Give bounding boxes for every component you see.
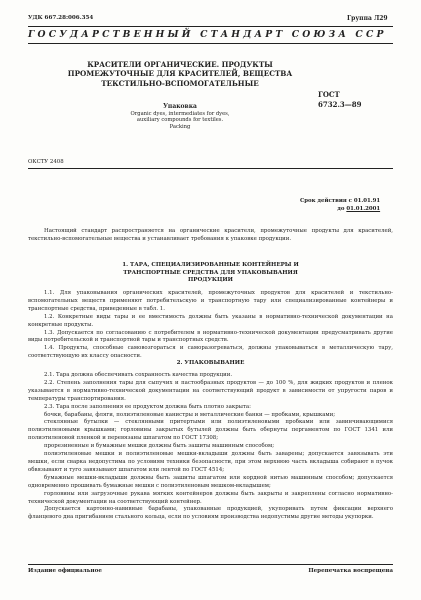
clause-2-3-bottles: стеклянные бутылки — стеклянными притертыми или полиэтиленовыми пробками или завинчивающимися полиэтиленовыми крышками; горловины закрытых бутылей должны быть обернуты пергаментом по ГОСТ 1341 или полиэтиленовой пленкой и перевязаны шпагатом по ГОСТ 17308; [28,419,393,442]
clause-2-3: 2.3. Тара после заполнения ее продуктом должна быть плотно закрыта: [44,403,251,410]
english-title [60,111,300,130]
clause-2-1: 2.1. Тара должна обеспечивать сохранность качества продукции. [44,372,233,378]
title-line-2: ПРОМЕЖУТОЧНЫЕ ДЛЯ КРАСИТЕЛЕЙ, ВЕЩЕСТВА [67,69,293,79]
effective-dates [300,197,380,213]
header-rule [28,43,393,44]
title-line-3: ТЕКСТИЛЬНО-ВСПОМОГАТЕЛЬНЫЕ [101,78,259,88]
section-1-heading-line-3: ПРОДУКЦИИ [188,277,233,284]
official-edition-note: Издание официальное [28,568,102,574]
clause-1-4: 1.4. Продукты, способные самовозгораться и саморазогреваться, должны упаковываться в металлическую тару, соответствующую их классу опасности. [28,345,393,360]
intro-text: Настоящий стандарт распространяется на органические красители, промежуточные продукты для красителей, текстильно-вспомогательные вещества и устанавливает требования к упаковке продукции. [28,228,393,242]
document-subtitle: Упаковка [163,103,197,110]
english-title-line-2: auxiliary compounds for textiles. [136,117,224,124]
english-title-line-3: Packing [169,123,191,130]
section-1-heading-line-1: 1. ТАРА, СПЕЦИАЛИЗИРОВАННЫЕ КОНТЕЙНЕРЫ И [122,262,299,268]
group-code: Группа Л29 [347,15,388,22]
standard-heading: ГОСУДАРСТВЕННЫЙ СТАНДАРТ СОЮЗА ССР [28,29,387,40]
footer-rule [28,564,393,565]
section-1-heading-line-2: ТРАНСПОРТНЫЕ СРЕДСТВА ДЛЯ УПАКОВЫВАНИЯ [123,269,298,276]
effective-from: Срок действия с 01.01.91 [300,198,381,204]
clause-2-3-drums: Допускается картонно-навивные барабаны, упакованные продукцией, укупоривать путем фиксации верхнего фланцевого дна пригибанием стального кольца, если по условиям производства недопустимы другие методы укупорки. [28,506,393,521]
clause-2-3-paper-bags: бумажные мешки-вкладыши должны быть зашиты шпагатом или кордной нитью машинным способом; допускается одновременно прошивать бумажные мешки с полиэтиленовым мешком-вкладышем; [28,474,393,489]
effective-to [300,205,380,213]
section-1-heading [28,262,393,285]
clause-2-3-barrels: бочки, барабаны, фляги, полиэтиленовые канистры и металлические банки — пробками, крышками; [44,411,336,418]
effective-to-prefix: до [337,206,347,212]
gost-label: ГОСТ [318,90,340,99]
okstu-rule [28,168,393,169]
intro-paragraph [28,228,393,244]
english-title-line-1: Organic dyes, intermediates for dyes, [130,111,230,117]
gost-number: 6732.3—89 [318,100,362,109]
gost-designation [318,90,362,110]
section-2-heading: 2. УПАКОВЫВАНИЕ [176,360,245,366]
clause-2-2: 2.2. Степень заполнения тары для сыпучих и пастообразных продуктов — до 100 %, для жидких продуктов и пленок указывается в нормативно-технической документации на соответствующий продукт в зависимости от упругости паров и температуры транспортирования. [28,379,393,402]
udk-code: УДК 667.28:006.354 [28,15,94,21]
clause-1-3: 1.3. Допускается по согласованию с потребителем в нормативно-технической документации предусматривать другие виды потребительской и транспортной тары и транспортных средств. [28,329,393,344]
clause-1-2: 1.2. Конкретные виды тары и ее вместимость должны быть указаны в нормативно-технической документации на конкретные продукты. [28,313,393,328]
clause-2-3-rubber-bags: прорезиненные и бумажные мешки должны быть зашиты машинным способом; [44,443,275,450]
section-2-body [28,372,393,522]
top-rule [28,26,393,27]
okstu-code: ОКСТУ 2408 [28,159,64,165]
clause-1-1: 1.1. Для упаковывания органических красителей, промежуточных продуктов для красителей и текстильно-вспомогательных веществ применяют потребительскую и транспортную тару или специализированные контейнеры и транспортные средства, приведенные в табл. 1. [28,290,393,312]
clause-2-3-containers: горловины или загрузочные рукава мягких контейнеров должны быть закрыты и закреплены согласно нормативно-технической документации на соответствующий контейнер. [28,490,393,505]
clause-2-3-polyethylene-bags: полиэтиленовые мешки и полиэтиленовые мешки-вкладыши должны быть заварены; допускается завязывать эти мешки, если сварка недопустима по условиям техники безопасности, при этом верхнюю часть вкладыша собирают в пучок обвязывают и туго завязывают шпагатом или лентой по ГОСТ 4514; [28,451,393,473]
effective-to-date: 01.01.2001 [346,206,381,212]
reprint-prohibited-note: Перепечатка воспрещена [308,568,393,574]
section-1-body [28,290,393,361]
title-line-1: КРАСИТЕЛИ ОРГАНИЧЕСКИЕ. ПРОДУКТЫ [87,60,273,69]
document-title [60,60,300,88]
